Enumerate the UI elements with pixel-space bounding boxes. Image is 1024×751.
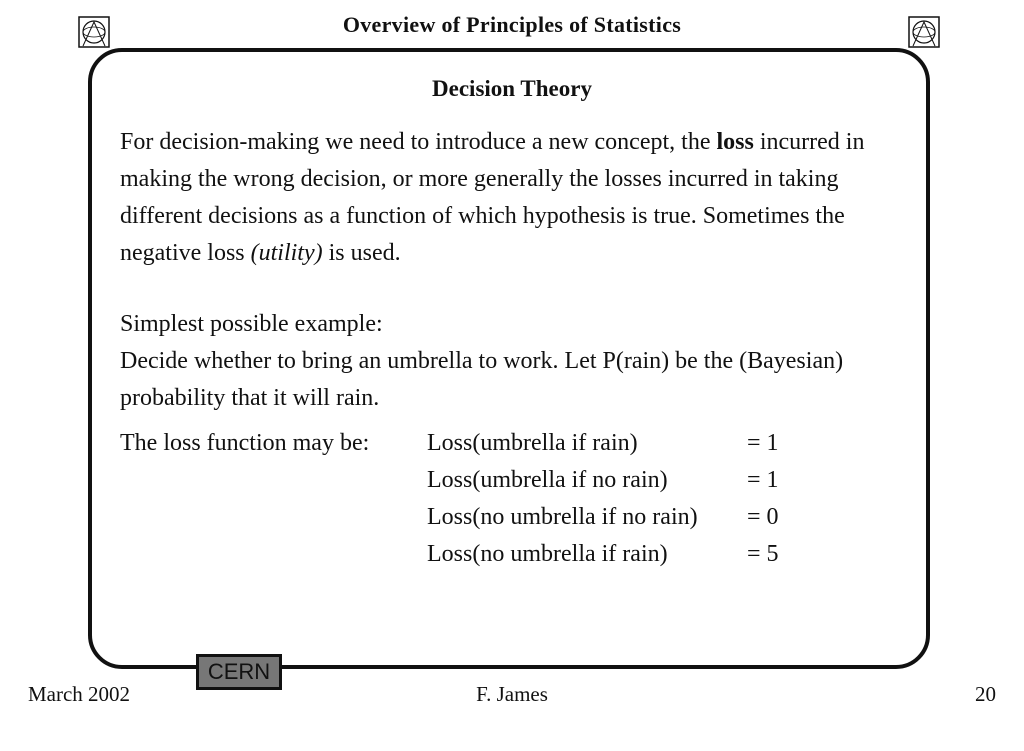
loss-row (427, 541, 779, 568)
loss-row (427, 504, 779, 531)
cern-logo-icon (908, 16, 940, 48)
intro-paragraph (120, 124, 910, 272)
page-title: Overview of Principles of Statistics (342, 12, 682, 37)
utility-term: (utility) (250, 240, 323, 266)
footer-author: F. James (476, 682, 548, 706)
intro-text-3: is used. (322, 240, 401, 266)
example-paragraph (120, 306, 910, 417)
loss-label: Loss(umbrella if no rain) (427, 467, 668, 493)
example-title: Simplest possible example: (120, 311, 383, 337)
cern-badge: CERN (196, 654, 282, 690)
slide-heading: Decision Theory (432, 76, 592, 101)
loss-value: = 5 (747, 541, 779, 567)
loss-value: = 1 (747, 467, 779, 493)
loss-row (427, 430, 779, 457)
loss-label: Loss(no umbrella if no rain) (427, 504, 698, 530)
intro-text-1: For decision-making we need to introduce a new concept, the (120, 129, 717, 155)
loss-row (427, 467, 779, 494)
loss-value: = 0 (747, 504, 779, 530)
loss-label: Loss(umbrella if rain) (427, 430, 638, 456)
loss-intro: The loss function may be: (120, 430, 370, 456)
loss-term: loss (716, 129, 754, 155)
page-number: 20 (975, 682, 996, 706)
example-text: Decide whether to bring an umbrella to work. Let P(rain) be the (Bayesian) probability that it will rain. (120, 348, 844, 411)
loss-label: Loss(no umbrella if rain) (427, 541, 668, 567)
cern-logo-icon (78, 16, 110, 48)
footer-date: March 2002 (28, 682, 131, 706)
intro-text-2: incurred in making the wrong decision, or more generally the losses incurred in taking different decisions as a function of which hypothesis is true. Sometimes the negative loss (120, 129, 865, 266)
loss-value: = 1 (747, 430, 779, 456)
